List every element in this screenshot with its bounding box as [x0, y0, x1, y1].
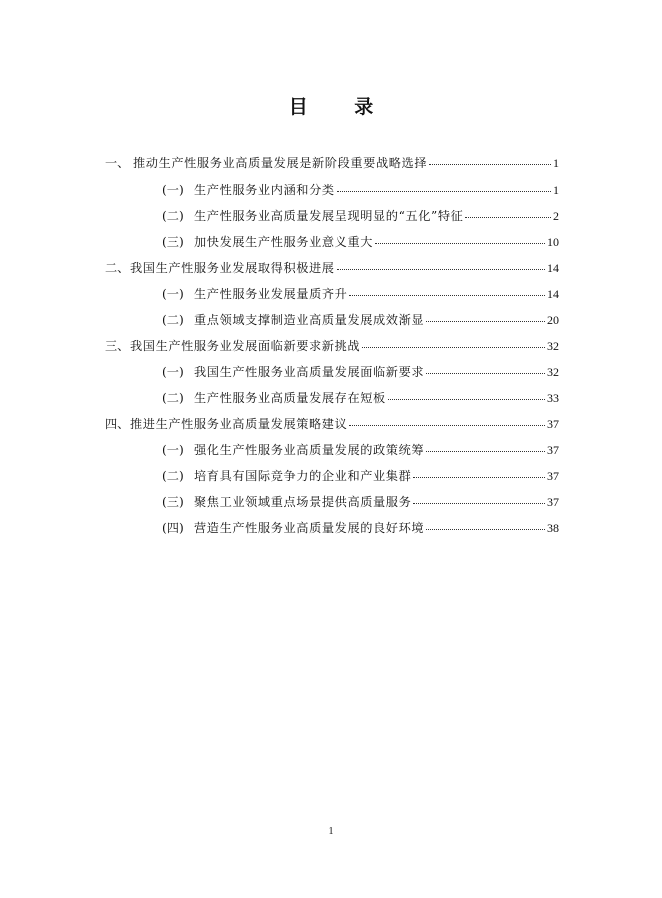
toc-entry-label: 生产性服务业高质量发展呈现明显的“五化”特征	[194, 209, 464, 223]
toc-dot-leader	[349, 285, 545, 296]
toc-dot-leader	[426, 363, 545, 374]
page-title: 目 录	[288, 96, 394, 118]
toc-entry-label: 生产性服务业内涵和分类	[194, 183, 335, 197]
toc-entry-label: 推动生产性服务业高质量发展是新阶段重要战略选择	[133, 156, 428, 170]
toc-entry-number: (一)	[162, 365, 184, 379]
toc-entry[interactable]	[105, 338, 559, 354]
toc-entry-label: 强化生产性服务业高质量发展的政策统筹	[194, 443, 425, 457]
toc-dot-leader	[388, 389, 545, 400]
toc-dot-leader	[413, 493, 545, 504]
toc-dot-leader	[426, 519, 545, 530]
page-number: 1	[328, 826, 334, 837]
toc-entry-label: 重点领域支撑制造业高质量发展成效渐显	[194, 313, 425, 327]
toc-entry-label: 我国生产性服务业高质量发展面临新要求	[194, 365, 425, 379]
toc-entry-label: 生产性服务业高质量发展存在短板	[194, 391, 386, 405]
toc-entry[interactable]	[162, 208, 559, 224]
toc-entry-page: 14	[547, 287, 559, 301]
toc-entry-page: 10	[547, 235, 559, 249]
toc-entry-number: (三)	[162, 495, 184, 509]
toc-entry-number: (四)	[162, 521, 184, 535]
toc-entry-label: 推进生产性服务业高质量发展策略建议	[130, 417, 348, 431]
toc-entry[interactable]	[162, 520, 559, 536]
toc-entry-label: 营造生产性服务业高质量发展的良好环境	[194, 521, 425, 535]
toc-dot-leader	[465, 207, 551, 218]
toc-entry-page: 37	[547, 417, 559, 431]
toc-entry-page: 2	[553, 209, 559, 223]
toc-entry-page: 37	[547, 443, 559, 457]
toc-entry[interactable]	[162, 494, 559, 510]
toc-entry-label: 生产性服务业发展量质齐升	[194, 287, 348, 301]
toc-entry-page: 37	[547, 495, 559, 509]
toc-dot-leader	[429, 154, 551, 165]
toc-entry-number: (二)	[162, 391, 184, 405]
toc-entry[interactable]	[162, 468, 559, 484]
toc-entry[interactable]	[105, 155, 559, 171]
toc-entry-number: (三)	[162, 235, 184, 249]
toc-dot-leader	[362, 337, 545, 348]
toc-entry-page: 37	[547, 469, 559, 483]
toc-entry[interactable]	[162, 286, 559, 302]
toc-entry-number: 三、	[105, 339, 130, 353]
toc-entry-label: 培育具有国际竞争力的企业和产业集群	[194, 469, 412, 483]
toc-dot-leader	[375, 233, 545, 244]
toc-entry-page: 32	[547, 339, 559, 353]
toc-entry[interactable]	[162, 182, 559, 198]
toc-dot-leader	[413, 467, 545, 478]
toc-entry[interactable]	[162, 390, 559, 406]
toc-entry-number: 二、	[105, 261, 130, 275]
toc-entry-page: 32	[547, 365, 559, 379]
toc-entry-page: 1	[553, 183, 559, 197]
toc-entry-label: 我国生产性服务业发展面临新要求新挑战	[130, 339, 361, 353]
toc-entry[interactable]	[162, 364, 559, 380]
toc-entry-label: 我国生产性服务业发展取得积极进展	[130, 261, 335, 275]
toc-entry-page: 20	[547, 313, 559, 327]
toc-entry-number: 一、	[105, 156, 130, 170]
toc-entry-page: 1	[553, 156, 559, 170]
toc-entry-number: (二)	[162, 469, 184, 483]
toc-entry-number: (二)	[162, 209, 184, 223]
toc-dot-leader	[349, 415, 545, 426]
toc-entry-page: 38	[547, 521, 559, 535]
toc-dot-leader	[337, 259, 545, 270]
toc-entry[interactable]	[162, 442, 559, 458]
toc-entry-number: (一)	[162, 183, 184, 197]
toc-entry-label: 聚焦工业领域重点场景提供高质量服务	[194, 495, 412, 509]
toc-entry-number: 四、	[105, 417, 130, 431]
toc-entry-number: (二)	[162, 313, 184, 327]
toc-entry[interactable]	[105, 260, 559, 276]
toc-entry[interactable]	[162, 234, 559, 250]
toc-entry-number: (一)	[162, 443, 184, 457]
toc-entry-number: (一)	[162, 287, 184, 301]
toc-entry[interactable]	[105, 416, 559, 432]
toc-dot-leader	[426, 441, 545, 452]
toc-entry-page: 33	[547, 391, 559, 405]
toc-entry-page: 14	[547, 261, 559, 275]
toc-entry[interactable]	[162, 312, 559, 328]
toc-dot-leader	[337, 181, 551, 192]
toc-dot-leader	[426, 311, 545, 322]
toc-entry-label: 加快发展生产性服务业意义重大	[194, 235, 374, 249]
